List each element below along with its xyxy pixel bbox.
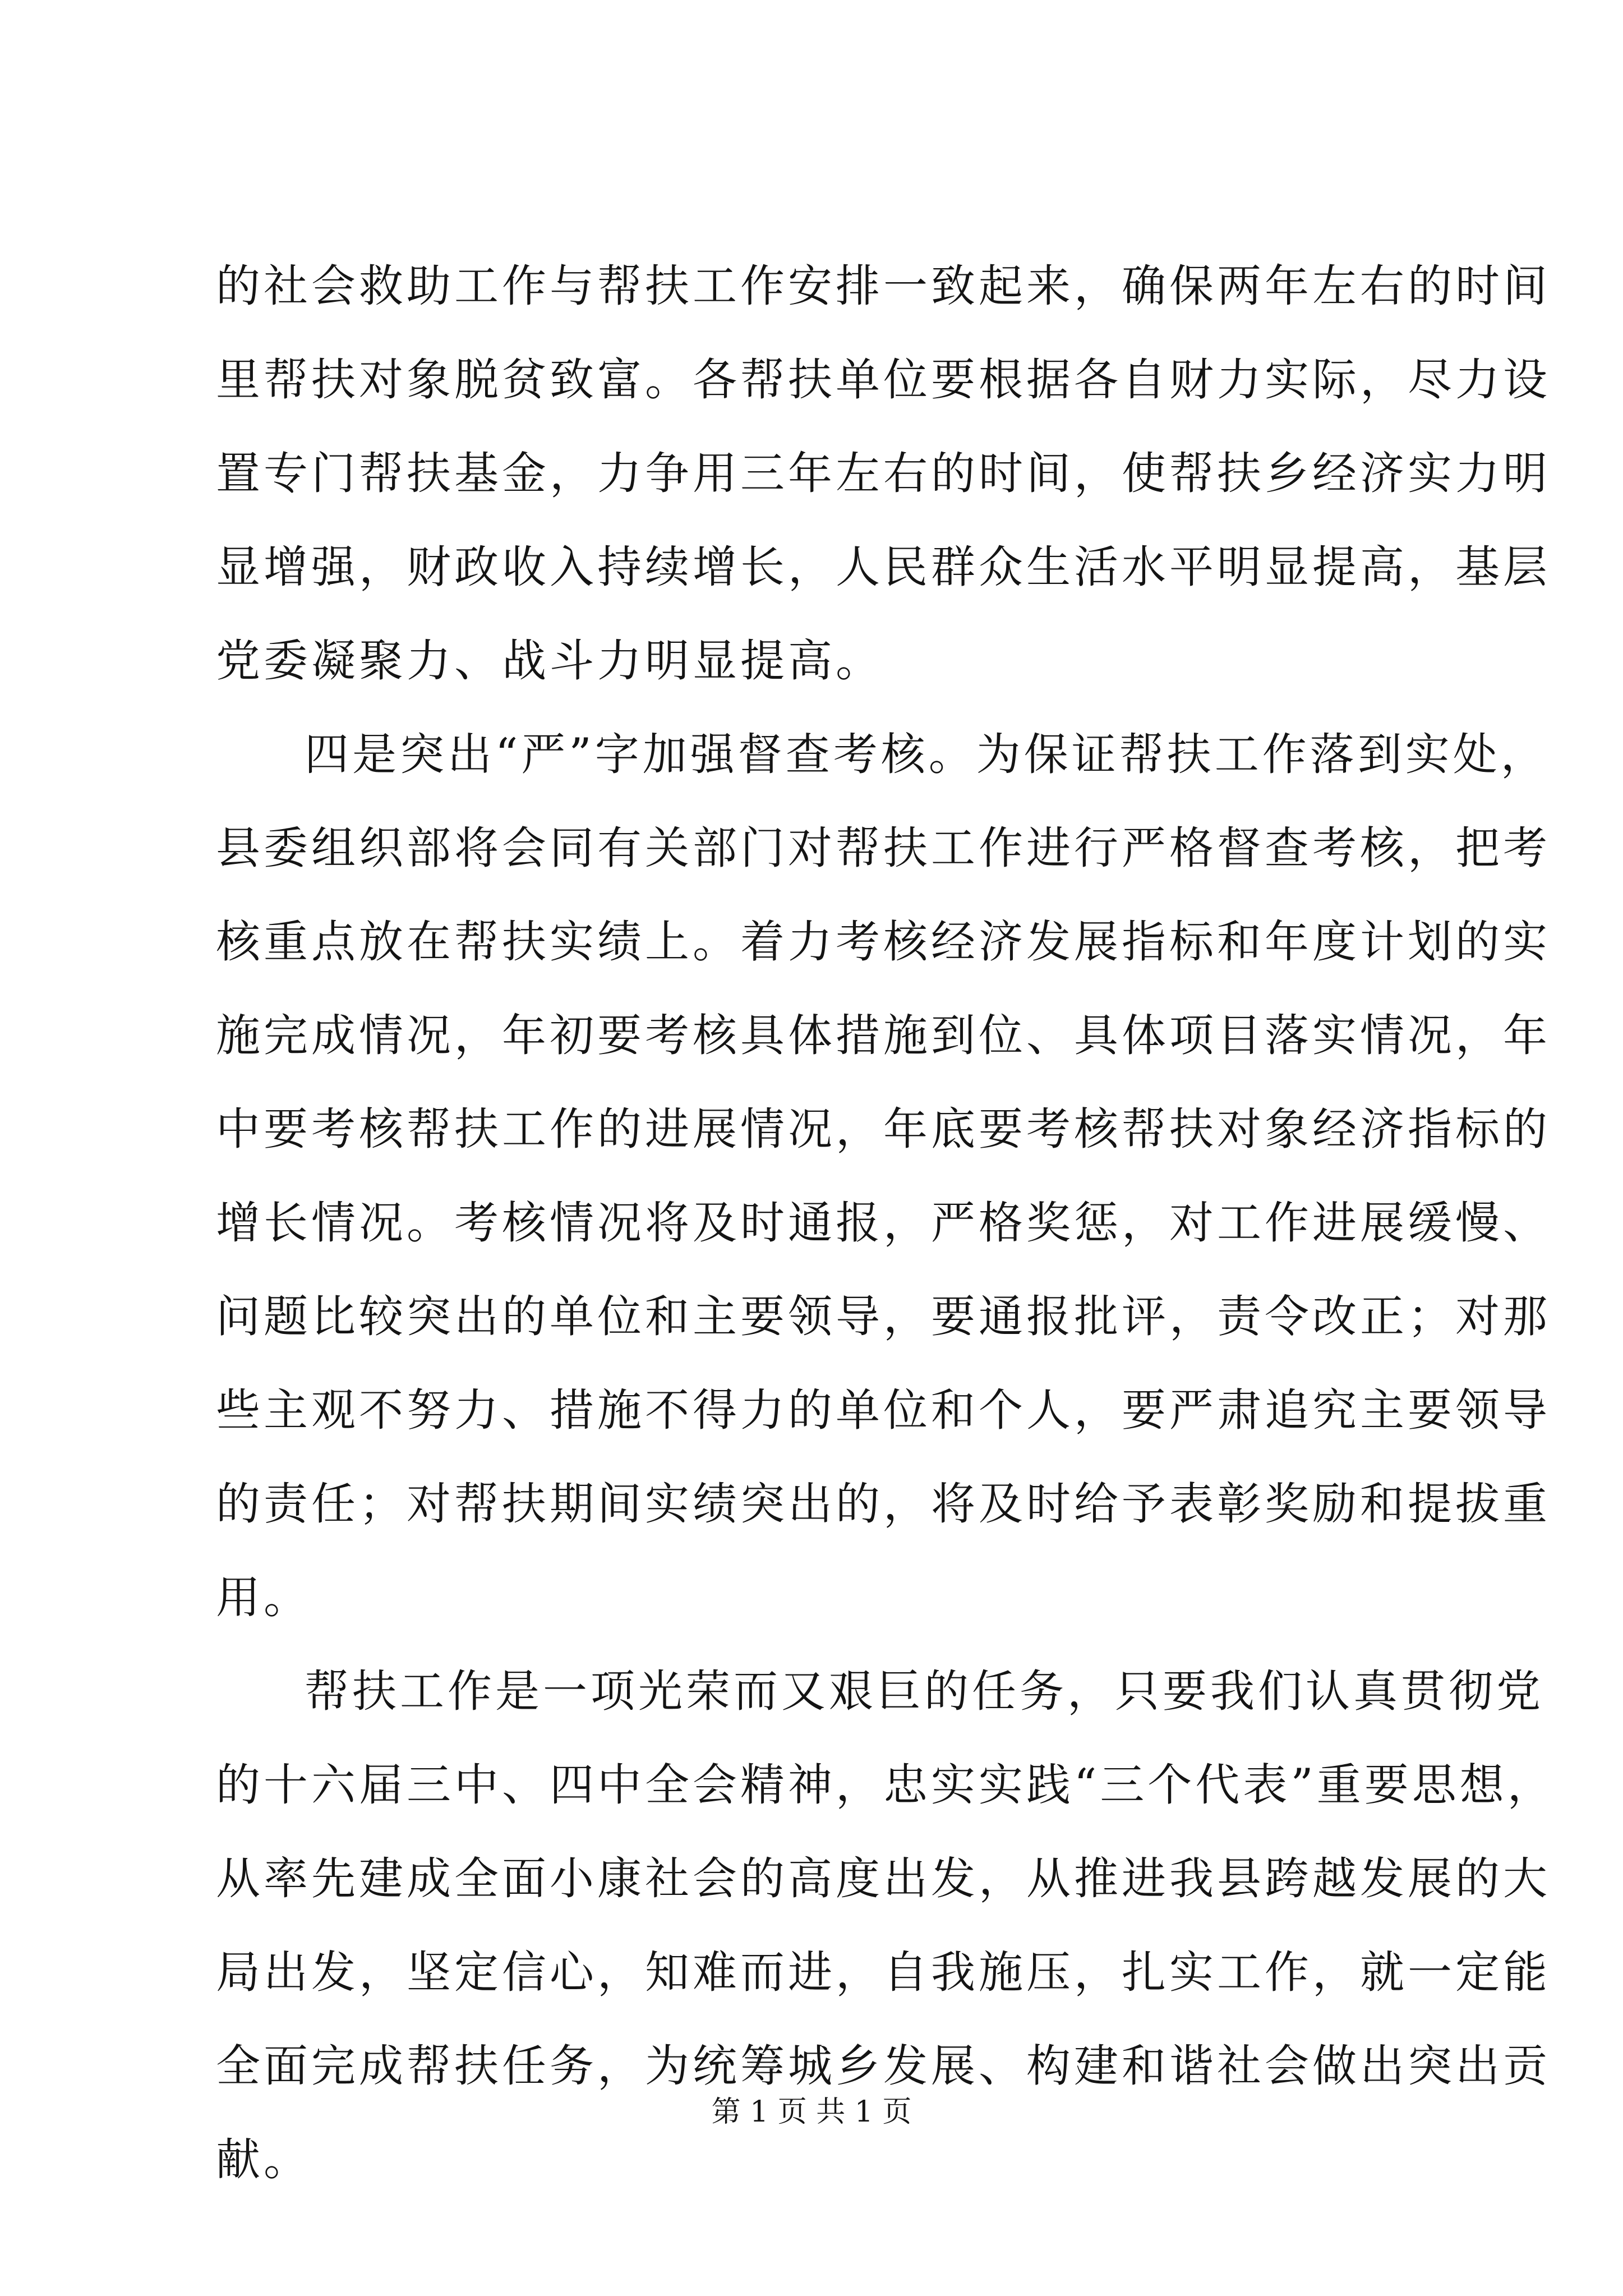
text-line: 党委凝聚力、战斗力明显提高。	[216, 635, 883, 687]
text-line: 增长情况。考核情况将及时通报，严格奖惩，对工作进展缓慢、	[216, 1197, 1551, 1249]
text-line: 显增强，财政收入持续增长，人民群众生活水平明显提高，基层	[216, 541, 1551, 593]
text-line: 中要考核帮扶工作的进展情况，年底要考核帮扶对象经济指标的	[216, 1103, 1551, 1155]
text-line: 的十六届三中、四中全会精神，忠实实践“三个代表”重要思想，	[216, 1759, 1555, 1811]
paragraph-first-line: 帮扶工作是一项光荣而又艰巨的任务，只要我们认真贯彻党	[305, 1665, 1544, 1717]
text-line: 施完成情况，年初要考核具体措施到位、具体项目落实情况，年	[216, 1010, 1551, 1061]
text-line: 的社会救助工作与帮扶工作安排一致起来，确保两年左右的时间	[216, 260, 1551, 312]
text-line: 核重点放在帮扶实绩上。着力考核经济发展指标和年度计划的实	[216, 916, 1551, 968]
text-line: 县委组织部将会同有关部门对帮扶工作进行严格督查考核，把考	[216, 822, 1551, 874]
paragraph-first-line: 四是突出“严”字加强督查考核。为保证帮扶工作落到实处，	[305, 729, 1548, 780]
text-line: 的责任；对帮扶期间实绩突出的，将及时给予表彰奖励和提拔重	[216, 1478, 1551, 1530]
text-line: 献。	[216, 2134, 311, 2185]
text-line: 局出发，坚定信心，知难而进，自我施压，扎实工作，就一定能	[216, 1947, 1551, 1998]
text-line: 些主观不努力、措施不得力的单位和个人，要严肃追究主要领导	[216, 1384, 1551, 1436]
text-line: 置专门帮扶基金，力争用三年左右的时间，使帮扶乡经济实力明	[216, 448, 1551, 499]
text-line: 用。	[216, 1572, 311, 1623]
text-line: 从率先建成全面小康社会的高度出发，从推进我县跨越发展的大	[216, 1853, 1551, 1904]
page-number-footer: 第 1 页 共 1 页	[711, 2095, 912, 2129]
text-line: 里帮扶对象脱贫致富。各帮扶单位要根据各自财力实际，尽力设	[216, 354, 1551, 406]
text-line: 全面完成帮扶任务，为统筹城乡发展、构建和谐社会做出突出贡	[216, 2040, 1551, 2092]
text-line: 问题比较突出的单位和主要领导，要通报批评，责令改正；对那	[216, 1291, 1551, 1342]
